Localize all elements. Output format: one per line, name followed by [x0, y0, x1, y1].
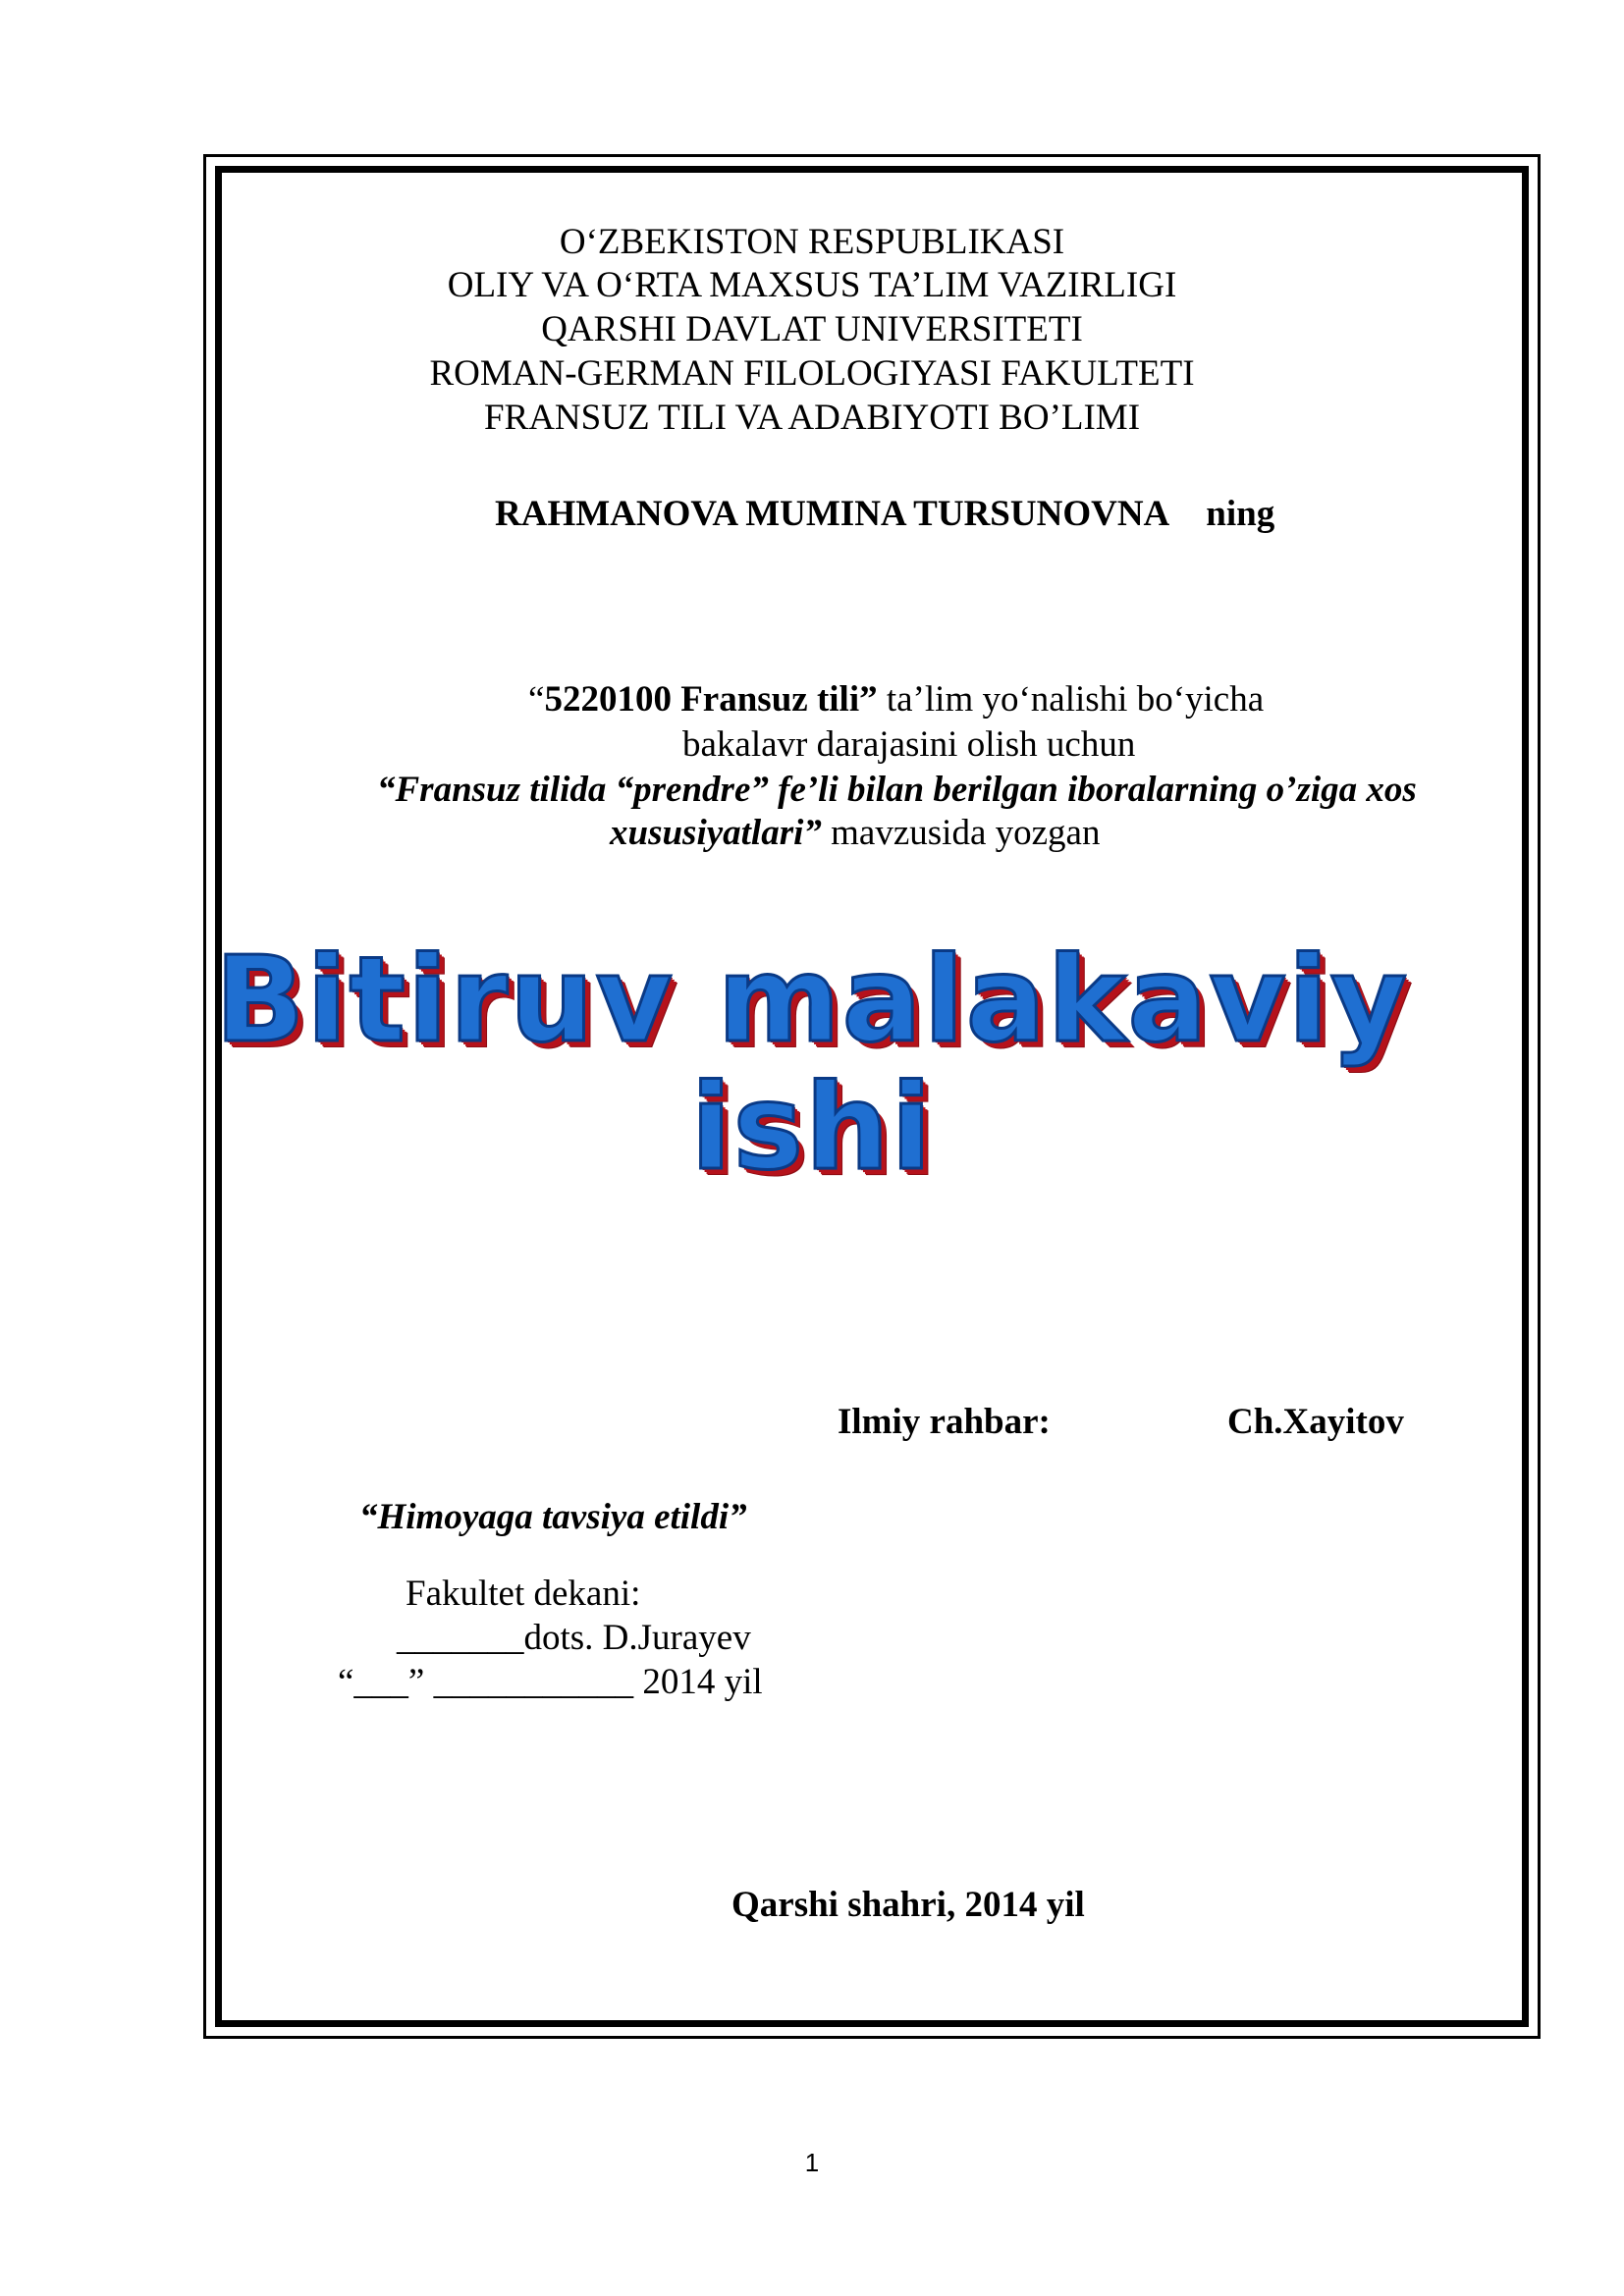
- specialty-line: [528, 681, 1264, 718]
- topic-line-2: [610, 815, 1100, 851]
- header-faculty: ROMAN-GERMAN FILOLOGIYASI FAKULTETI: [429, 353, 1195, 394]
- dean-label: Fakultet dekani:: [406, 1574, 641, 1614]
- supervisor-label: Ilmiy rahbar:: [838, 1402, 1051, 1442]
- specialty-rest: ta’lim yo‘nalishi bo‘yicha: [877, 679, 1265, 720]
- topic-line-2-italic: xususiyatlari”: [610, 813, 822, 853]
- specialty-open-quote: “: [528, 679, 545, 720]
- title-line-2: ishi: [690, 1060, 934, 1197]
- degree-line: bakalavr darajasini olish uchun: [682, 724, 1136, 765]
- dean-date: “___” ___________ 2014 yil: [338, 1662, 763, 1702]
- dean-signature: _______dots. D.Jurayev: [397, 1618, 751, 1658]
- author-fullname: RAHMANOVA MUMINA TURSUNOVNA: [495, 494, 1170, 534]
- header-country: O‘ZBEKISTON RESPUBLIKASI: [559, 222, 1065, 262]
- page-number: 1: [804, 2148, 820, 2177]
- header-university: QARSHI DAVLAT UNIVERSITETI: [541, 309, 1083, 349]
- recommendation-text: “Himoyaga tavsiya etildi”: [359, 1497, 747, 1537]
- specialty-code-name: 5220100 Fransuz tili”: [544, 679, 878, 720]
- supervisor-name: Ch.Xayitov: [1227, 1402, 1404, 1442]
- author-name: [495, 496, 1274, 532]
- city-year: Qarshi shahri, 2014 yil: [731, 1885, 1085, 1925]
- author-suffix: ning: [1206, 494, 1275, 534]
- title-line-1: Bitiruv malakaviy: [214, 933, 1410, 1069]
- topic-line-1: “Fransuz tilida “prendre” fe’li bilan berilgan iboralarning o’ziga xos: [377, 770, 1417, 810]
- header-department: FRANSUZ TILI VA ADABIYOTI BO’LIMI: [483, 398, 1141, 438]
- header-ministry: OLIY VA O‘RTA MAXSUS TA’LIM VAZIRLIGI: [447, 265, 1177, 305]
- topic-line-2-rest: mavzusida yozgan: [821, 813, 1101, 853]
